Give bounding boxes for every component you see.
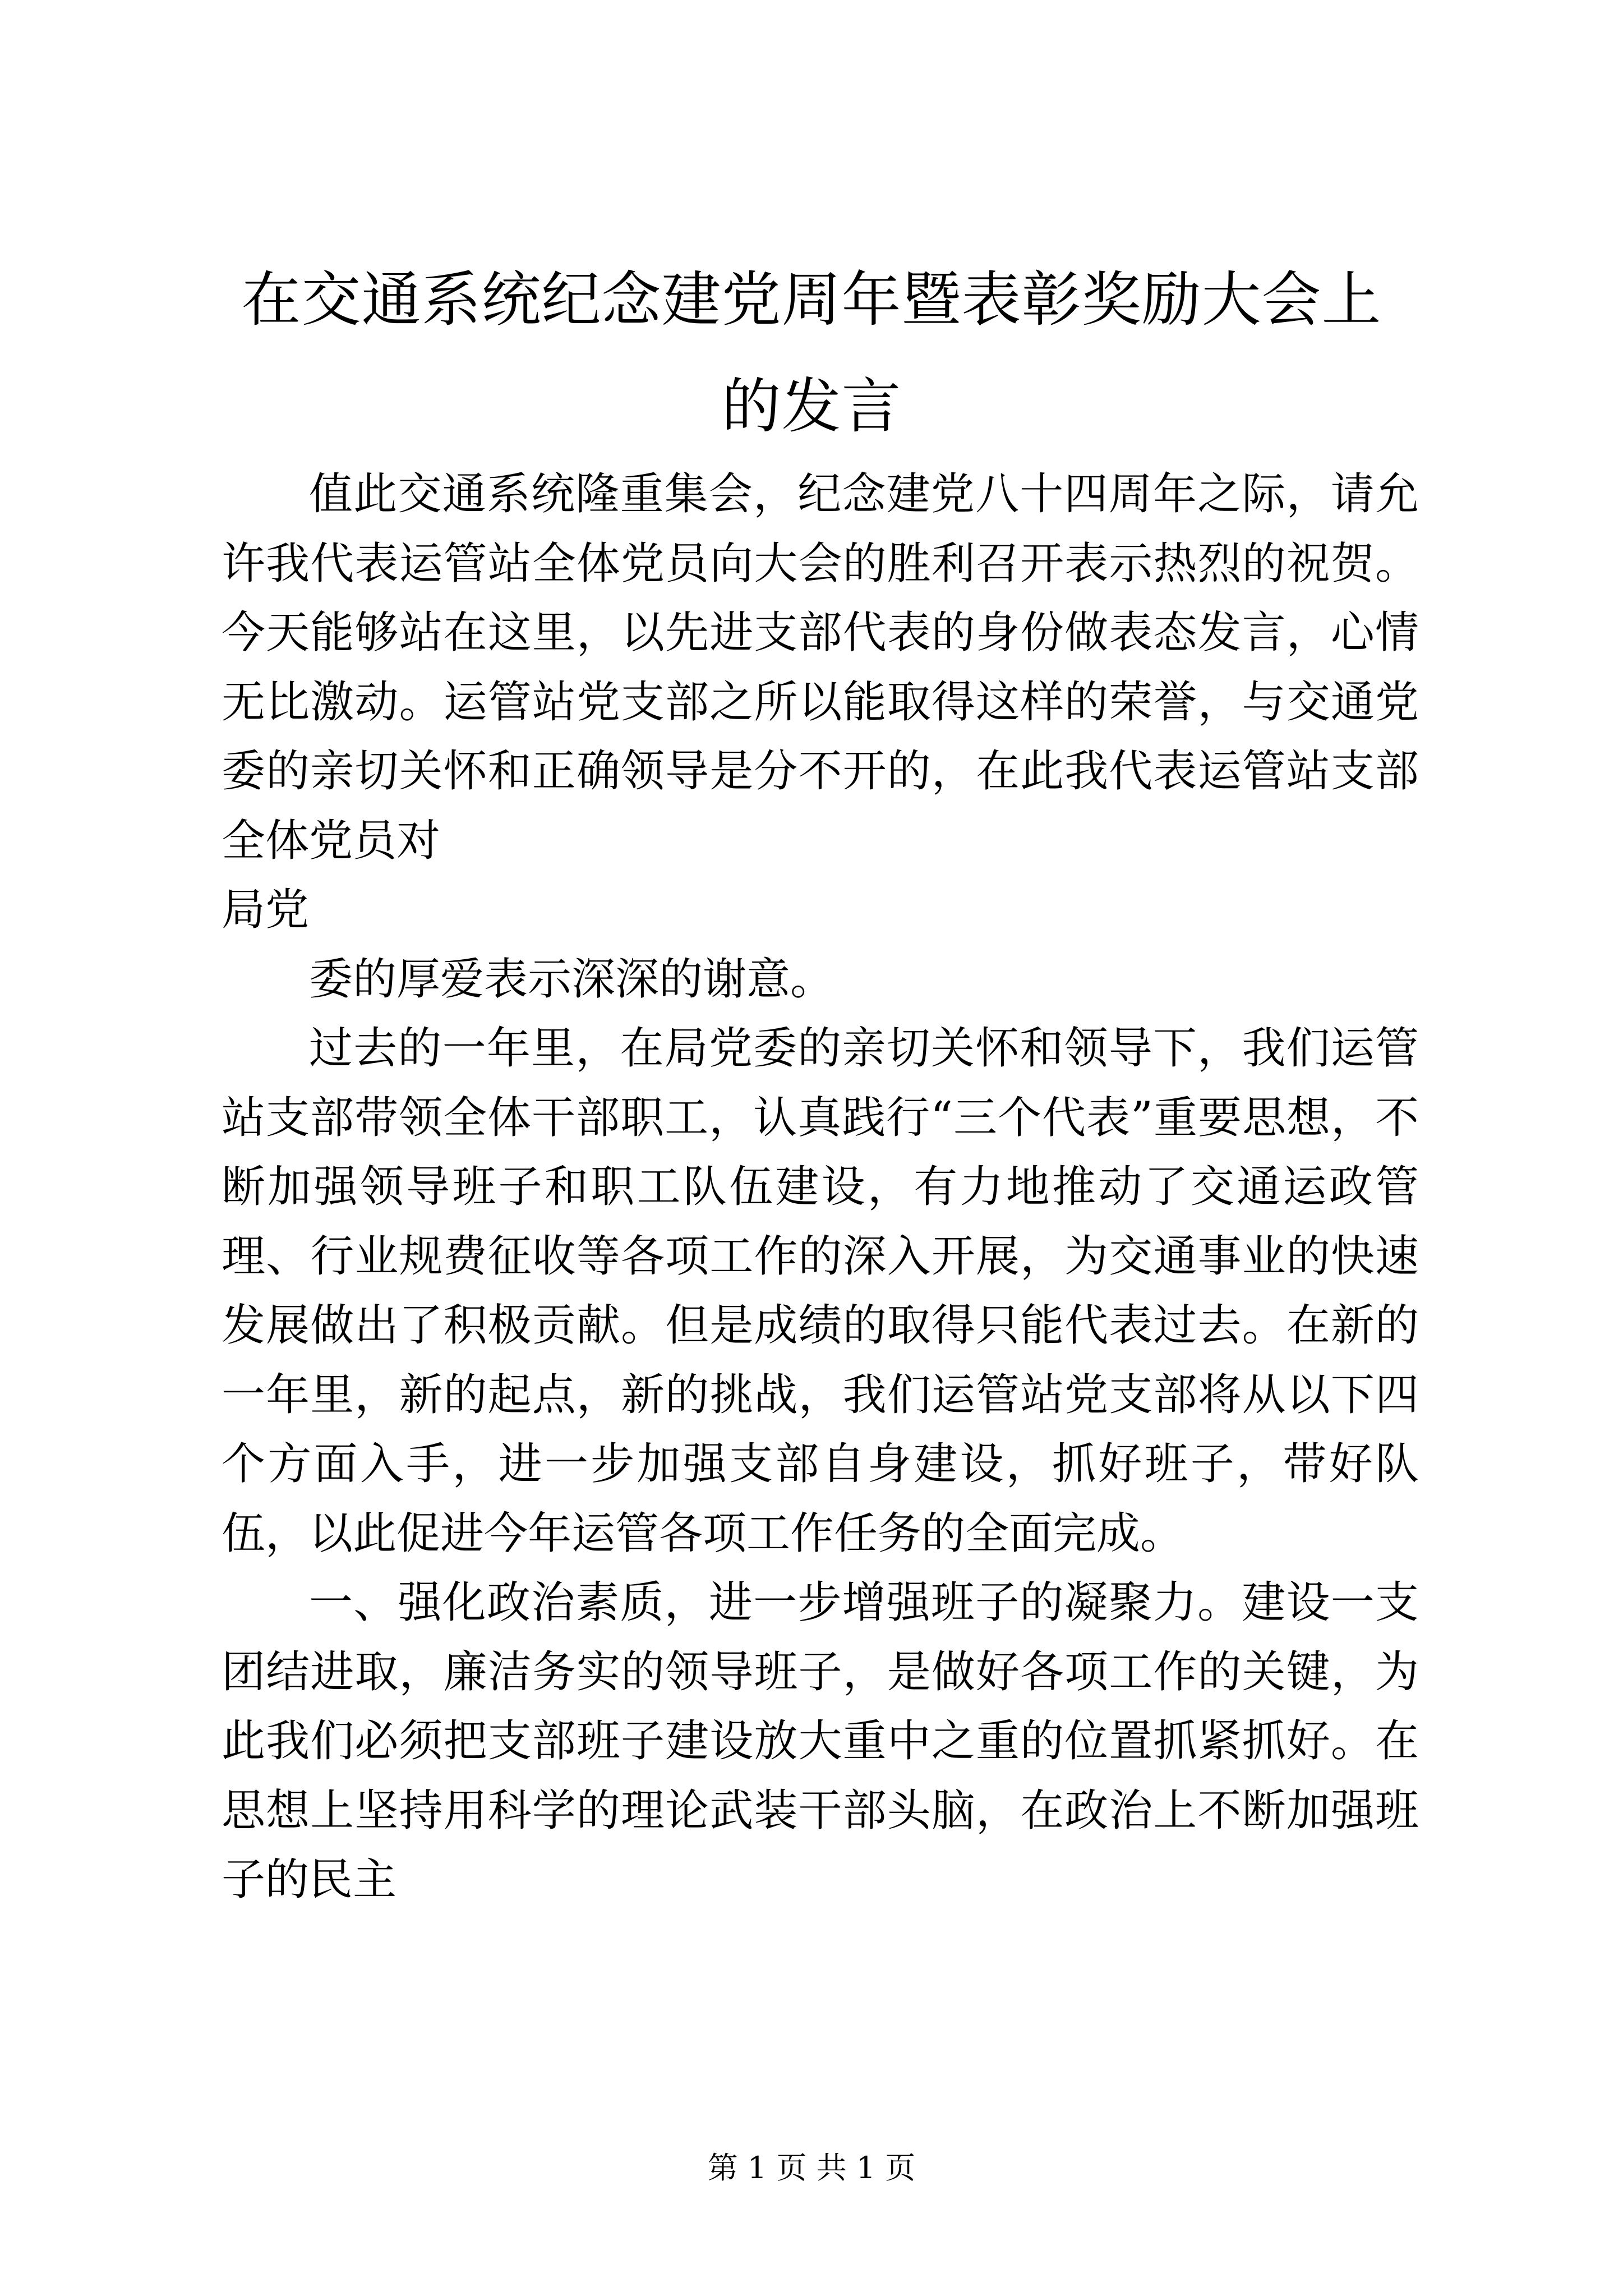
page-footer: 第 1 页 共 1 页	[707, 2150, 916, 2185]
paragraph: 委的厚爱表示深深的谢意。	[309, 954, 834, 1005]
paragraph: 局党	[222, 885, 310, 935]
paragraph: 一、强化政治素质，进一步增强班子的凝聚力。建设一支团结进取，廉洁务实的领导班子，是做好各项工作的关键，为此我们必须把支部班子建设放大重中之重的位置抓紧抓好。在思想上坚持用科学的理论武装干部头脑，在政治上不断加强班子的民主	[222, 1577, 1419, 1905]
document-body	[222, 460, 1419, 1915]
paragraph: 过去的一年里，在局党委的亲切关怀和领导下，我们运管站支部带领全体干部职工，认真践行“三个代表”重要思想，不断加强领导班子和职工队伍建设，有力地推动了交通运政管理、行业规费征收等各项工作的深入开展，为交通事业的快速发展做出了积极贡献。但是成绩的取得只能代表过去。在新的一年里，新的起点，新的挑战，我们运管站党支部将从以下四个方面入手，进一步加强支部自身建设，抓好班子，带好队伍，以此促进今年运管各项工作任务的全面完成。	[222, 1023, 1419, 1559]
document-title: 在交通系统纪念建党周年暨表彰奖励大会上的发言	[241, 265, 1382, 441]
paragraph: 值此交通系统隆重集会，纪念建党八十四周年之际，请允许我代表运管站全体党员向大会的胜利召开表示热烈的祝贺。今天能够站在这里，以先进支部代表的身份做表态发言，心情无比激动。运管站党支部之所以能取得这样的荣誉，与交通党委的亲切关怀和正确领导是分不开的，在此我代表运管站支部全体党员对	[222, 469, 1419, 866]
